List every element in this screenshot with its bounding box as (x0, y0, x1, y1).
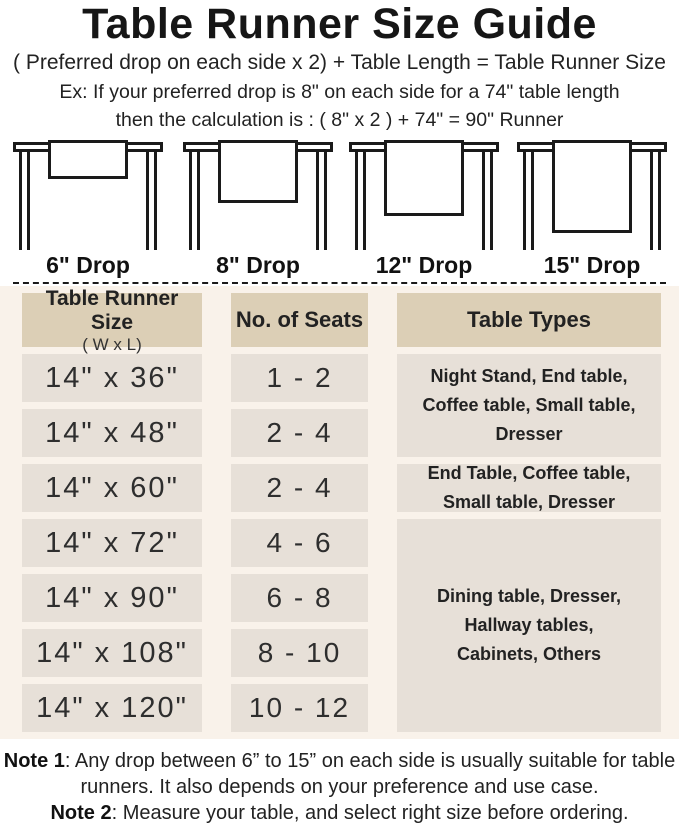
table-leg-shape (19, 150, 30, 250)
table-illustration (183, 140, 333, 250)
drop-label: 8" Drop (216, 252, 300, 278)
drop-label: 12" Drop (375, 252, 473, 278)
page-title: Table Runner Size Guide (82, 0, 597, 48)
runner-size-cell: 14" x 72" (22, 519, 202, 567)
note-2-label: Note 2 (50, 802, 112, 824)
note-2 (2, 800, 677, 826)
seats-cell: 2 - 4 (231, 464, 368, 512)
size-guide-section (0, 286, 679, 739)
example-text-line2: then the calculation is : ( 8" x 2 ) + 74" = 90" Runner (115, 109, 564, 131)
column-header-table-types (397, 293, 661, 347)
table-leg-shape (523, 150, 534, 250)
drop-label: 15" Drop (543, 252, 641, 278)
runner-size-cell: 14" x 90" (22, 574, 202, 622)
drop-figure-12in (349, 140, 499, 280)
drop-label: 6" Drop (46, 252, 130, 278)
column-header-runner-size (22, 286, 202, 354)
column-header-seats (231, 293, 368, 347)
table-leg-shape (650, 150, 661, 250)
table-illustration (13, 140, 163, 250)
table-runner-shape (552, 140, 632, 233)
note-1-text: : Any drop between 6” to 15” on each side is usually suitable for table runners. It also depends on your preference and use case. (64, 750, 676, 798)
table-leg-shape (316, 150, 327, 250)
table-leg-shape (146, 150, 157, 250)
note-2-text: : Measure your table, and select right size before ordering. (111, 802, 629, 824)
dashed-divider (13, 282, 666, 284)
table-runner-shape (48, 140, 128, 179)
table-runner-shape (218, 140, 298, 203)
runner-size-cell: 14" x 108" (22, 629, 202, 677)
runner-size-cell: 14" x 36" (22, 354, 202, 402)
table-illustration (349, 140, 499, 250)
table-leg-shape (355, 150, 366, 250)
size-guide-table (22, 286, 662, 732)
note-1-label: Note 1 (3, 750, 65, 772)
example-text-line1: Ex: If your preferred drop is 8" on each side for a 74" table length (59, 81, 620, 103)
seats-cell: 2 - 4 (231, 409, 368, 457)
drop-figure-15in (517, 140, 667, 280)
table-leg-shape (482, 150, 493, 250)
table-illustration (517, 140, 667, 250)
drop-figure-6in (13, 140, 163, 280)
column-header-runner-size-title: Table Runner Size (45, 286, 179, 334)
page-header (0, 0, 679, 134)
note-1 (2, 748, 677, 800)
column-header-seats-label: No. of Seats (235, 307, 364, 332)
seats-cell: 6 - 8 (231, 574, 368, 622)
drop-figure-8in (183, 140, 333, 280)
table-types-cell: Dining table, Dresser, Hallway tables, Cabinets, Others (397, 519, 661, 732)
runner-size-cell: 14" x 120" (22, 684, 202, 732)
table-runner-shape (384, 140, 464, 216)
formula-text: ( Preferred drop on each side x 2) + Table Length = Table Runner Size (13, 51, 666, 74)
table-types-cell: End Table, Coffee table, Small table, Dresser (397, 464, 661, 512)
table-types-cell: Night Stand, End table, Coffee table, Small table, Dresser (397, 354, 661, 457)
seats-cell: 1 - 2 (231, 354, 368, 402)
seats-cell: 8 - 10 (231, 629, 368, 677)
runner-size-cell: 14" x 48" (22, 409, 202, 457)
seats-cell: 10 - 12 (231, 684, 368, 732)
drop-illustrations (0, 140, 679, 280)
footnotes (0, 739, 679, 826)
column-header-table-types-label: Table Types (467, 307, 591, 332)
seats-cell: 4 - 6 (231, 519, 368, 567)
runner-size-cell: 14" x 60" (22, 464, 202, 512)
column-header-runner-size-subtitle: ( W x L) (82, 334, 142, 354)
table-leg-shape (189, 150, 200, 250)
